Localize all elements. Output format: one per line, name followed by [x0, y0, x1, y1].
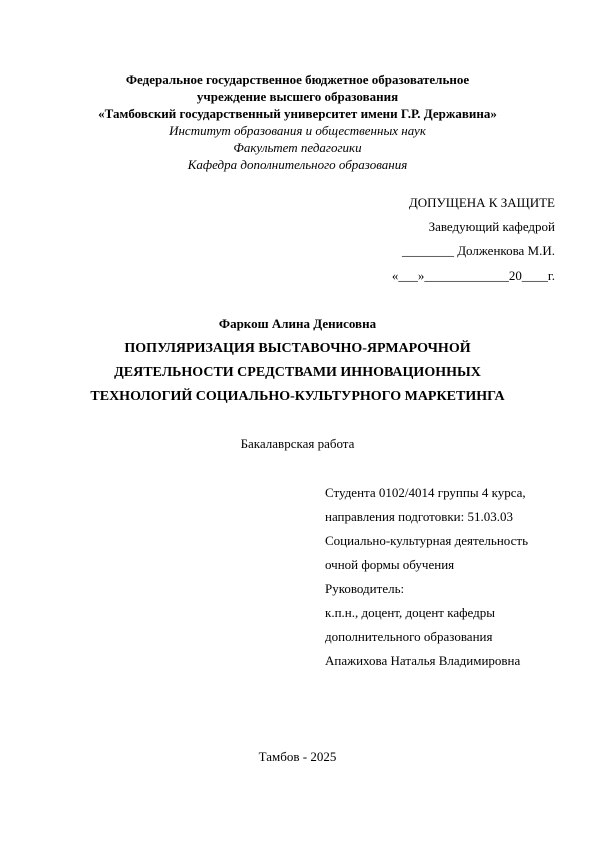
- approval-status: ДОПУЩЕНА К ЗАЩИТЕ: [408, 195, 555, 210]
- student-info-line: направления подготовки: 51.03.03: [325, 509, 513, 524]
- work-type: Бакалаврская работа: [240, 436, 355, 451]
- approval-date: «___»_____________20____г.: [391, 268, 555, 283]
- student-info-line: Студента 0102/4014 группы 4 курса,: [325, 485, 526, 500]
- student-info-line: очной формы обучения: [325, 557, 455, 572]
- supervisor-department: дополнительного образования: [325, 629, 493, 644]
- approval-signature: ________ Долженкова М.И.: [401, 243, 555, 258]
- footer-city-year: Тамбов - 2025: [258, 749, 337, 764]
- header-organization-line-1: Федеральное государственное бюджетное образовательное: [125, 72, 470, 87]
- header-university-name: «Тамбовский государственный университет имени Г.Р. Державина»: [98, 106, 497, 121]
- student-info-line: Социально-культурная деятельность: [325, 533, 529, 548]
- supervisor-title: к.п.н., доцент, доцент кафедры: [325, 605, 495, 620]
- header-department: Кафедра дополнительного образования: [187, 157, 408, 172]
- author-name: Фаркош Алина Денисовна: [218, 316, 377, 331]
- thesis-title-line-2: ДЕЯТЕЛЬНОСТИ СРЕДСТВАМИ ИННОВАЦИОННЫХ: [114, 365, 481, 380]
- approval-position: Заведующий кафедрой: [428, 219, 555, 234]
- thesis-title-line-1: ПОПУЛЯРИЗАЦИЯ ВЫСТАВОЧНО-ЯРМАРОЧНОЙ: [124, 341, 471, 356]
- header-organization-line-2: учреждение высшего образования: [196, 89, 399, 104]
- header-institute: Институт образования и общественных наук: [169, 123, 426, 138]
- supervisor-name: Апажихова Наталья Владимировна: [325, 653, 521, 668]
- supervisor-label: Руководитель:: [325, 581, 405, 596]
- header-faculty: Факультет педагогики: [233, 140, 362, 155]
- thesis-title-line-3: ТЕХНОЛОГИЙ СОЦИАЛЬНО-КУЛЬТУРНОГО МАРКЕТИНГА: [90, 389, 505, 404]
